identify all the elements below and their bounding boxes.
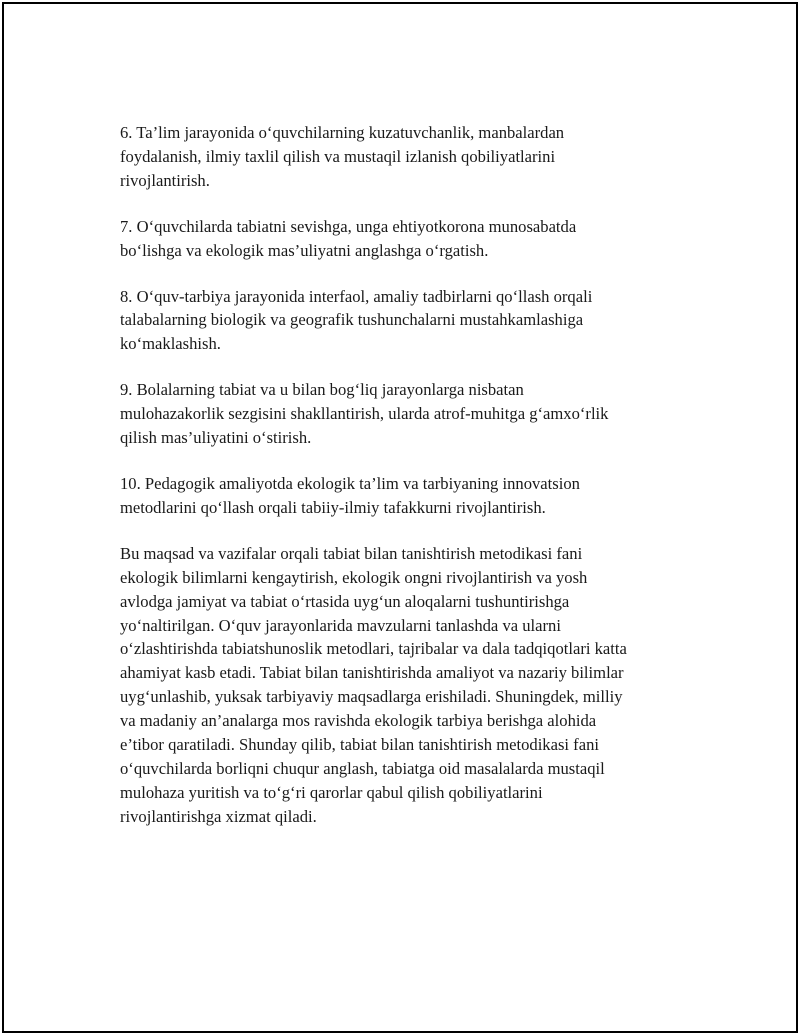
list-item-9 bbox=[120, 378, 700, 450]
text-line: 8. O‘quv-tarbiya jarayonida interfaol, amaliy tadbirlarni qo‘llash orqali bbox=[120, 286, 593, 306]
text-line: ahamiyat kasb etadi. Tabiat bilan tanishtirishda amaliyot va nazariy bilimlar bbox=[120, 663, 624, 683]
text-line: talabalarning biologik va geografik tushunchalarni mustahkamlashiga bbox=[120, 310, 584, 330]
text-line: foydalanish, ilmiy taxlil qilish va mustaqil izlanish qobiliyatlarini bbox=[120, 146, 556, 166]
text-line: 6. Ta’lim jarayonida o‘quvchilarning kuzatuvchanlik, manbalardan bbox=[120, 123, 565, 142]
text-line: mulohaza yuritish va to‘g‘ri qarorlar qabul qilish qobiliyatlarini bbox=[120, 782, 543, 802]
list-item-7 bbox=[120, 215, 700, 263]
text-line: rivojlantirishga xizmat qiladi. bbox=[120, 806, 317, 826]
text-line: qilish mas’uliyatini o‘stirish. bbox=[120, 428, 312, 448]
text-line: ekologik bilimlarni kengaytirish, ekologik ongni rivojlantirish va yosh bbox=[120, 567, 588, 587]
text-line: 9. Bolalarning tabiat va u bilan bog‘liq jarayonlarga nisbatan bbox=[120, 380, 524, 400]
document-body bbox=[120, 121, 700, 829]
list-item-6 bbox=[120, 121, 700, 193]
text-line: e’tibor qaratiladi. Shunday qilib, tabiat bilan tanishtirish metodikasi fani bbox=[120, 735, 599, 755]
text-line: uyg‘unlashib, yuksak tarbiyaviy maqsadlarga erishiladi. Shuningdek, milliy bbox=[120, 687, 623, 707]
list-item-8 bbox=[120, 285, 700, 357]
text-line: 10. Pedagogik amaliyotda ekologik ta’lim va tarbiyaning innovatsion bbox=[120, 473, 580, 493]
text-line: bo‘lishga va ekologik mas’uliyatni anglashga o‘rgatish. bbox=[120, 240, 489, 260]
text-line: metodlarini qo‘llash orqali tabiiy-ilmiy tafakkurni rivojlantirish. bbox=[120, 497, 546, 517]
page-frame bbox=[2, 2, 798, 1033]
text-line: yo‘naltirilgan. O‘quv jarayonlarida mavzularni tanlashda va ularni bbox=[120, 615, 561, 635]
text-line: mulohazakorlik sezgisini shakllantirish, ularda atrof-muhitga g‘amxo‘rlik bbox=[120, 404, 609, 424]
text-line: rivojlantirish. bbox=[120, 170, 210, 190]
conclusion-paragraph bbox=[120, 542, 700, 829]
text-line: ko‘maklashish. bbox=[120, 334, 221, 354]
text-line: avlodga jamiyat va tabiat o‘rtasida uyg‘un aloqalarni tushuntirishga bbox=[120, 591, 570, 611]
text-line: 7. O‘quvchilarda tabiatni sevishga, unga ehtiyotkorona munosabatda bbox=[120, 216, 577, 236]
text-line: o‘zlashtirishda tabiatshunoslik metodlari, tajribalar va dala tadqiqotlari katta bbox=[120, 639, 627, 659]
list-item-10 bbox=[120, 472, 700, 520]
text-line: Bu maqsad va vazifalar orqali tabiat bilan tanishtirish metodikasi fani bbox=[120, 543, 583, 563]
text-line: o‘quvchilarda borliqni chuqur anglash, tabiatga oid masalalarda mustaqil bbox=[120, 758, 605, 778]
text-line: va madaniy an’analarga mos ravishda ekologik tarbiya berishga alohida bbox=[120, 711, 597, 731]
